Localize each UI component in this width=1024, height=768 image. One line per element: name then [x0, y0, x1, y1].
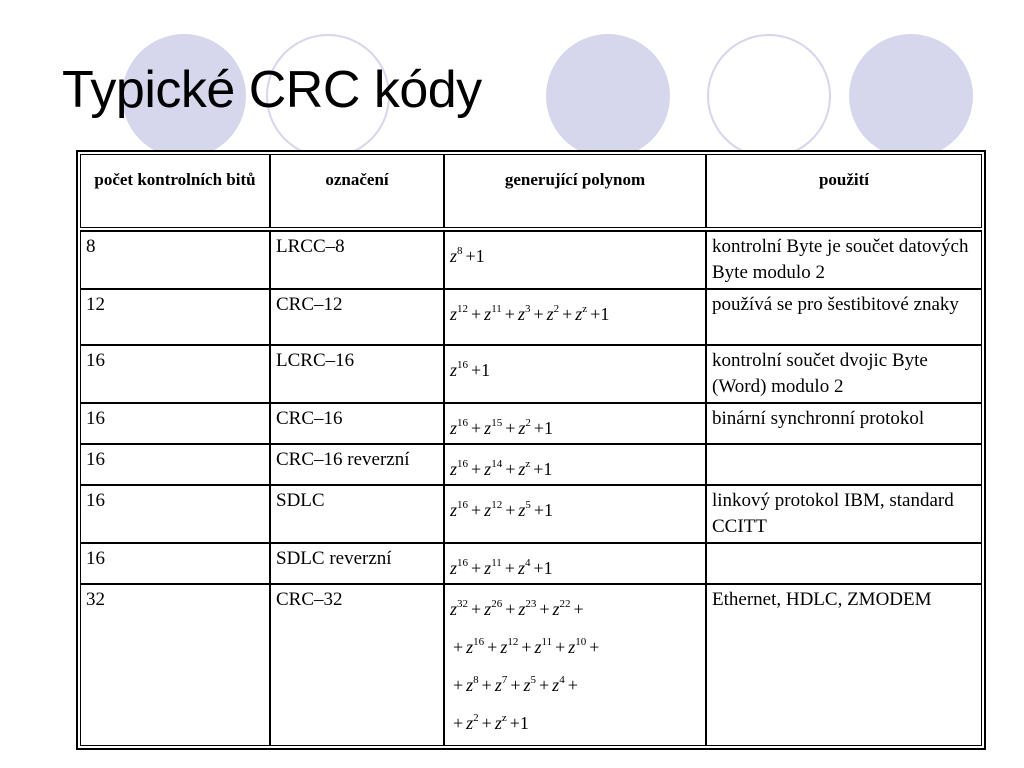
- cell-usage: Ethernet, HDLC, ZMODEM: [706, 584, 982, 746]
- crc-table-frame: [76, 150, 986, 750]
- cell-name: LRCC–8: [270, 230, 444, 289]
- table-row: [80, 345, 982, 403]
- cell-name: SDLC reverzní: [270, 543, 444, 584]
- decor-circle-5: [849, 34, 973, 158]
- cell-usage: používá se pro šestibitové znaky: [706, 289, 982, 345]
- header-polynomial: generující polynom: [444, 154, 706, 228]
- cell-name: CRC–32: [270, 584, 444, 746]
- cell-usage: kontrolní součet dvojic Byte (Word) modulo 2: [706, 345, 982, 403]
- cell-polynomial: [444, 444, 706, 485]
- cell-usage: binární synchronní protokol: [706, 403, 982, 444]
- cell-name: CRC–16: [270, 403, 444, 444]
- cell-bits: 8: [80, 230, 270, 289]
- cell-polynomial: [444, 485, 706, 543]
- cell-polynomial: [444, 230, 706, 289]
- table-row: [80, 485, 982, 543]
- polynomial-line: $z^{32} + z^{26} + z^{23} + z^{22}$ +: [450, 598, 584, 619]
- cell-name: SDLC: [270, 485, 444, 543]
- cell-bits: 16: [80, 485, 270, 543]
- table-row: [80, 403, 982, 444]
- polynomial-line: $z^{16} + z^{15} + z^2 +1$: [450, 417, 554, 438]
- polynomial-line: $z^8 +1$: [450, 245, 485, 266]
- polynomial-line: + $z^8 + z^7 + z^5 + z^4$ +: [453, 674, 578, 695]
- table-row: [80, 230, 982, 289]
- cell-polynomial: [444, 345, 706, 403]
- cell-name: LCRC–16: [270, 345, 444, 403]
- cell-bits: 32: [80, 584, 270, 746]
- cell-name: CRC–16 reverzní: [270, 444, 444, 485]
- table-row: [80, 543, 982, 584]
- page-title: Typické CRC kódy: [62, 61, 482, 119]
- cell-polynomial: [444, 403, 706, 444]
- table-row: [80, 444, 982, 485]
- table-row: [80, 584, 982, 746]
- polynomial-line: + $z^2 + z^z +1$: [453, 712, 529, 733]
- polynomial-line: $z^{16} + z^{12} + z^5 +1$: [450, 499, 554, 520]
- cell-polynomial: [444, 289, 706, 345]
- polynomial-line: $z^{16} + z^{14} + z^z +1$: [450, 458, 553, 479]
- cell-name: CRC–12: [270, 289, 444, 345]
- cell-bits: 16: [80, 403, 270, 444]
- table-header-row: [80, 154, 982, 228]
- decor-circle-3: [546, 34, 670, 158]
- cell-polynomial: [444, 543, 706, 584]
- crc-table: [80, 154, 982, 746]
- cell-usage: kontrolní Byte je součet datových Byte modulo 2: [706, 230, 982, 289]
- cell-usage: [706, 444, 982, 485]
- cell-polynomial: [444, 584, 706, 746]
- polynomial-line: $z^{12} + z^{11} + z^3 + z^2 + z^z +1$: [450, 303, 610, 324]
- cell-bits: 16: [80, 444, 270, 485]
- cell-bits: 16: [80, 345, 270, 403]
- header-name: označení: [270, 154, 444, 228]
- polynomial-line: $z^{16} +1$: [450, 359, 491, 380]
- polynomial-line: + $z^{16} + z^{12} + z^{11} + z^{10}$ +: [453, 636, 600, 657]
- cell-usage: linkový protokol IBM, standard CCITT: [706, 485, 982, 543]
- header-bits: počet kontrolních bitů: [80, 154, 270, 228]
- cell-bits: 16: [80, 543, 270, 584]
- table-body: [80, 228, 982, 746]
- table-row: [80, 289, 982, 345]
- cell-bits: 12: [80, 289, 270, 345]
- polynomial-line: $z^{16} + z^{11} + z^4 +1$: [450, 557, 553, 578]
- header-usage: použití: [706, 154, 982, 228]
- decor-circle-4: [707, 34, 831, 158]
- cell-usage: [706, 543, 982, 584]
